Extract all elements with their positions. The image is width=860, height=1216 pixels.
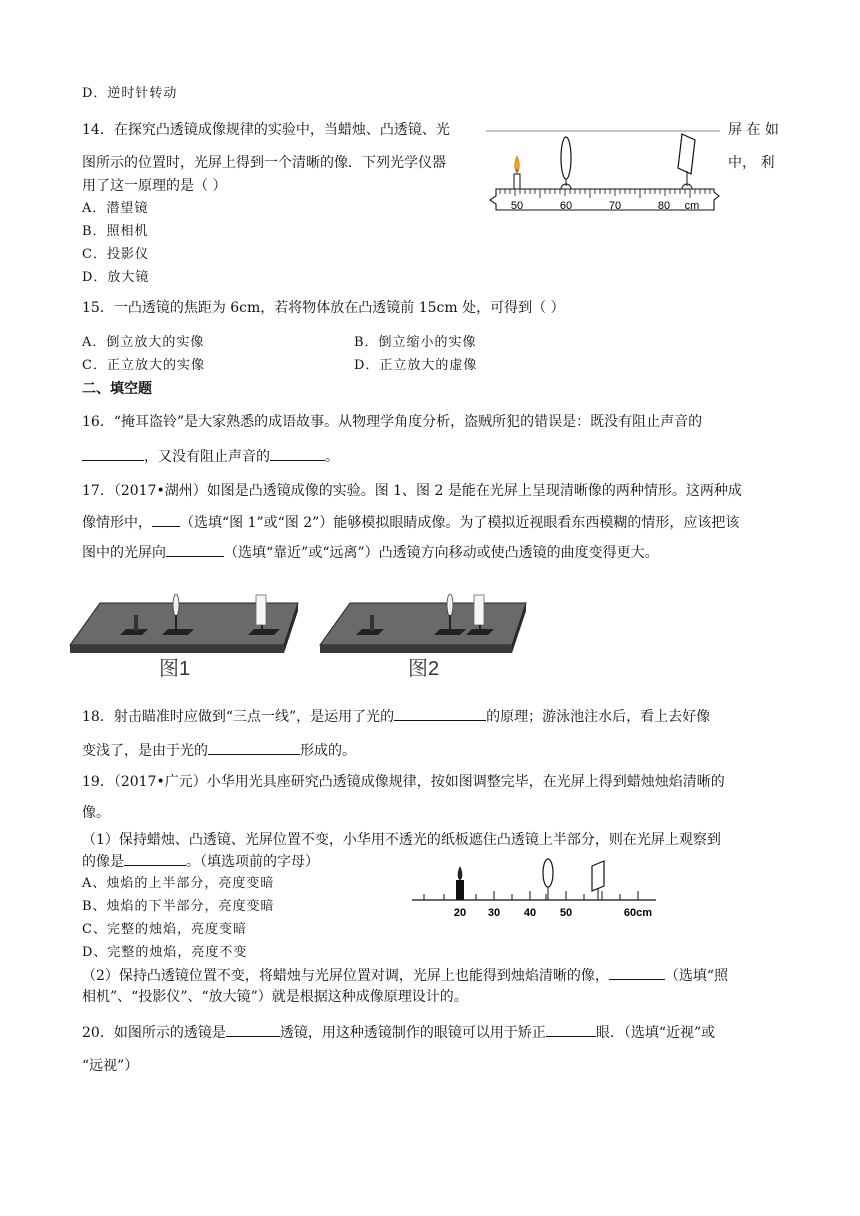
q19-part1-line2: 的像是 。（填选项前的字母） <box>82 851 319 872</box>
answer-blank[interactable] <box>152 512 180 527</box>
figure-2-label: 图2 <box>408 658 440 680</box>
q14-option-c: C．投影仪 <box>82 247 149 262</box>
candle-icon <box>134 615 138 631</box>
ruler-label-cm: cm <box>684 200 700 212</box>
q19-line1: 19．（2017•广元）小华用光具座研究凸透镜成像规律，按如图调整完毕，在光屏上得到蜡烛烛焰清晰的 <box>82 774 725 790</box>
ruler-label-30: 30 <box>487 907 501 919</box>
q17-line3: 图中的光屏向 （选填“靠近”或“远离”）凸透镜方向移动或使凸透镜的曲度变得更大。 <box>82 542 659 563</box>
light-screen-icon <box>678 134 695 189</box>
candle-icon <box>514 156 520 189</box>
q15-option-c: C．正立放大的实像 <box>82 358 205 373</box>
q14-option-a: A．潜望镜 <box>82 201 149 216</box>
q19-option-a: A、烛焰的上半部分，亮度变暗 <box>82 876 275 891</box>
candle-icon <box>370 615 374 631</box>
ruler-label-70: 70 <box>608 200 622 212</box>
q19-option-b: B、烛焰的下半部分，亮度变暗 <box>82 899 275 914</box>
q15-stem: 15．一凸透镜的焦距为 6cm，若将物体放在凸透镜前 15cm 处，可得到（ ） <box>82 300 565 316</box>
q14-option-d: D．放大镜 <box>82 270 150 285</box>
q15-option-a: A．倒立放大的实像 <box>82 335 205 350</box>
q13-option-d: D．逆时针转动 <box>82 86 178 101</box>
answer-blank[interactable] <box>394 706 486 721</box>
q14-line3: 用了这一原理的是（ ） <box>82 178 227 194</box>
answer-blank[interactable] <box>609 965 665 980</box>
q19-part1-line1: （1）保持蜡烛、凸透镜、光屏位置不变，小华用不透光的纸板遮住凸透镜上半部分，则在光屏上观察到 <box>82 832 721 848</box>
q19-part2-line1: （2）保持凸透镜位置不变，将蜡烛与光屏位置对调，光屏上也能得到烛焰清晰的像， （选填“照 <box>82 965 728 986</box>
q20-line2: “远视”） <box>82 1058 139 1074</box>
convex-lens-icon <box>543 859 553 887</box>
ruler-label-50: 50 <box>510 200 524 212</box>
answer-blank[interactable] <box>124 851 186 866</box>
q18-line2: 变浅了，是由于光的 形成的。 <box>82 740 356 761</box>
q20-line1: 20．如图所示的透镜是 透镜，用这种透镜制作的眼镜可以用于矫正 眼．（选填“近视”或 <box>82 1022 715 1043</box>
light-screen-icon <box>474 595 484 625</box>
q18-line1: 18．射击瞄准时应做到“三点一线”，是运用了光的 的原理；游泳池注水后，看上去好像 <box>82 706 710 727</box>
q17-line2: 像情形中， （选填“图 1”或“图 2”）能够模拟眼睛成像。为了模拟近视眼看东西模糊的情形，应该把该 <box>82 512 739 533</box>
convex-lens-icon <box>561 137 571 189</box>
q15-option-b: B．倒立缩小的实像 <box>354 335 477 350</box>
figure-1-label: 图1 <box>159 658 191 680</box>
q19-line2: 像。 <box>82 805 110 821</box>
convex-lens-icon <box>447 594 453 616</box>
q14-line1-right: 屏 在 如 <box>728 122 779 138</box>
section-title-fill-in: 二、填空题 <box>82 381 152 397</box>
q14-option-b: B．照相机 <box>82 224 149 239</box>
q16-line2: ，又没有阻止声音的 。 <box>82 446 339 467</box>
ruler-label-60: 60 <box>559 200 573 212</box>
answer-blank[interactable] <box>82 446 144 461</box>
light-screen-icon <box>592 861 604 891</box>
q14-optical-bench-figure <box>486 124 720 220</box>
ruler-label-40: 40 <box>523 907 537 919</box>
ruler-label-20: 20 <box>453 907 467 919</box>
answer-blank[interactable] <box>166 542 224 557</box>
q17-line1: 17．（2017•湖州）如图是凸透镜成像的实验。图 1、图 2 是能在光屏上呈现清晰像的两种情形。这两种成 <box>82 483 742 499</box>
q19-option-d: D、完整的烛焰，亮度不变 <box>82 945 248 960</box>
answer-blank[interactable] <box>226 1022 280 1037</box>
convex-lens-icon <box>173 594 179 616</box>
answer-blank[interactable] <box>208 740 300 755</box>
answer-blank[interactable] <box>546 1022 596 1037</box>
q16-line1: 16．“掩耳盗铃”是大家熟悉的成语故事。从物理学角度分析，盗贼所犯的错误是：既没有阻止声音的 <box>82 414 703 430</box>
ruler-label-50: 50 <box>559 907 573 919</box>
ruler-label-60cm: 60cm <box>623 907 653 919</box>
q19-option-c: C、完整的烛焰，亮度变暗 <box>82 922 247 937</box>
candle-icon <box>456 866 464 900</box>
q14-line2-right: 中， 利 <box>728 155 775 171</box>
answer-blank[interactable] <box>270 446 325 461</box>
q15-option-d: D．正立放大的虚像 <box>354 358 478 373</box>
q14-line1: 14．在探究凸透镜成像规律的实验中，当蜡烛、凸透镜、光 <box>82 122 450 138</box>
q19-part2-line2: 相机”、“投影仪”、“放大镜”）就是根据这种成像原理设计的。 <box>82 989 468 1005</box>
q14-line2: 图所示的位置时，光屏上得到一个清晰的像．下列光学仪器 <box>82 155 446 171</box>
q19-optical-bench-figure <box>408 858 658 920</box>
ruler-label-80: 80 <box>657 200 671 212</box>
light-screen-icon <box>256 595 266 625</box>
